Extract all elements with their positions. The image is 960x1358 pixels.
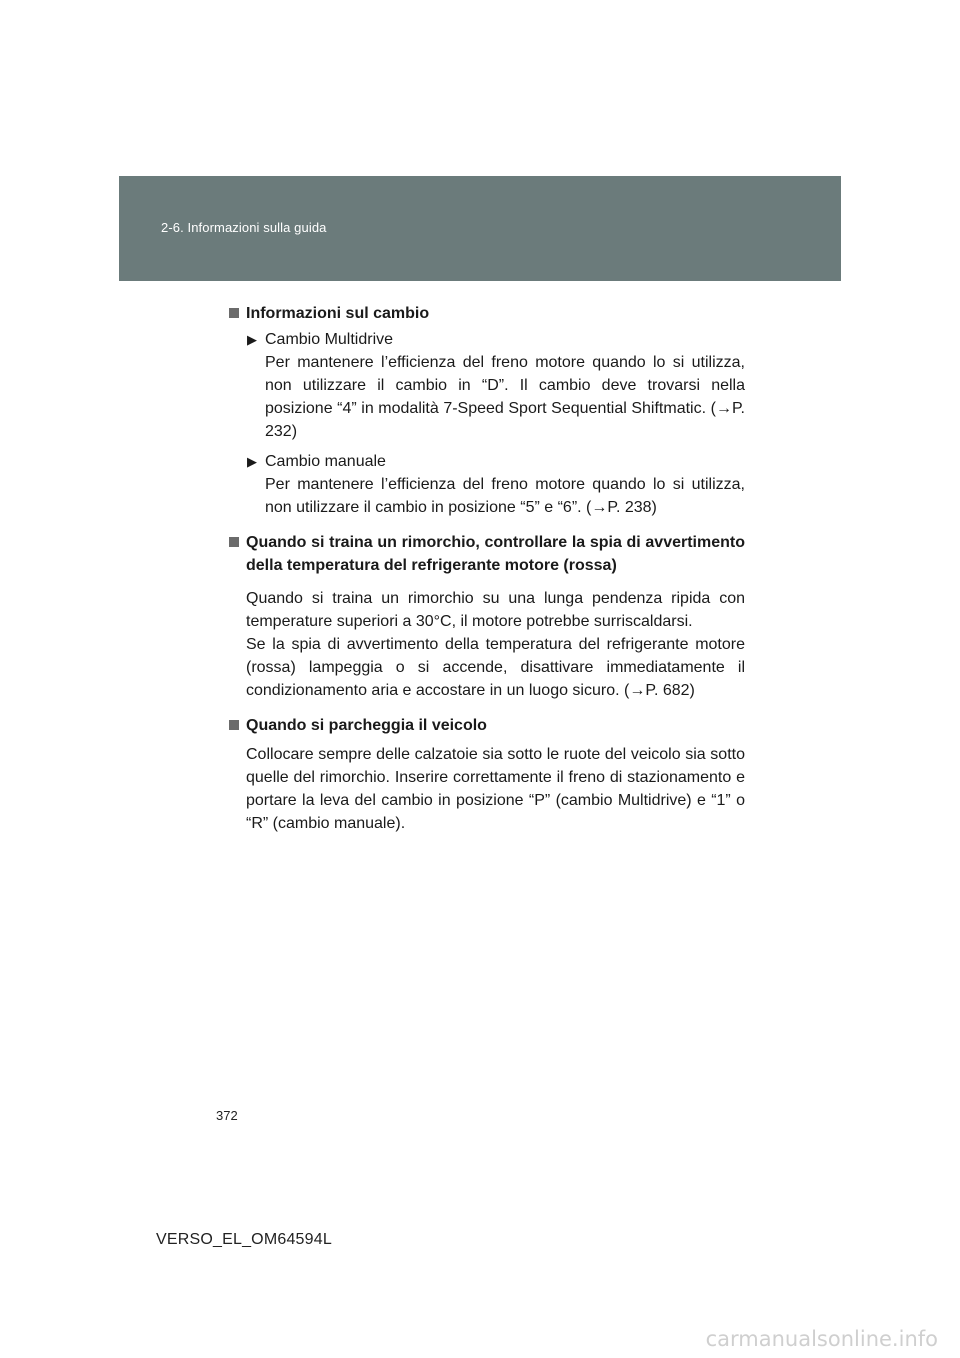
page-number: 372 [216,1108,238,1123]
section-header-band [119,176,841,281]
page-content [229,302,745,847]
sub-item-manual [246,450,745,519]
sub-item-text: Per mantenere l’efficienza del freno motore quando lo si utilizza, non utilizzare il cambio in posizione “5” e “6”. (→P. 238) [265,476,745,516]
section-title: Quando si parcheggia il veicolo [246,717,487,734]
section-title: Quando si traina un rimorchio, controllare la spia di avvertimento della temperatura del refrigerante motore (rossa) [246,534,745,574]
square-bullet-icon [229,537,239,547]
section-title: Informazioni sul cambio [246,305,430,322]
sub-item-label: Cambio Multidrive [265,331,394,348]
section-body [229,328,745,519]
section-header-title: 2-6. Informazioni sulla guida [161,220,327,235]
section-body [229,743,745,835]
triangle-bullet-icon: ▶ [247,454,257,469]
sub-item-text: Per mantenere l’efficienza del freno motore quando lo si utilizza, non utilizzare il cambio in “D”. Il cambio deve trovarsi nella posizione “4” in modalità 7-Speed Sport Sequential Shiftmatic. (→P. 232) [265,354,745,440]
triangle-bullet-icon: ▶ [247,332,257,347]
document-code: VERSO_EL_OM64594L [156,1231,332,1248]
section-trailer-coolant [229,531,745,702]
section-parking [229,714,745,835]
square-bullet-icon [229,720,239,730]
sub-item-multidrive [246,328,745,443]
section-gear-info [229,302,745,519]
paragraph: Collocare sempre delle calzatoie sia sotto le ruote del veicolo sia sotto quelle del rimorchio. Inserire correttamente il freno di stazionamento e portare la leva del cambio in posizione “P” (cambio Multidrive) e “1” o “R” (cambio manuale). [246,746,745,832]
section-heading [229,714,745,737]
paragraph: Quando si traina un rimorchio su una lunga pendenza ripida con temperature superiori a 30°C, il motore potrebbe surriscaldarsi. [246,590,745,630]
section-body [229,587,745,702]
watermark: carmanualsonline.info [705,1327,938,1351]
section-heading [229,531,745,577]
sub-item-label: Cambio manuale [265,453,386,470]
square-bullet-icon [229,308,239,318]
paragraph: Se la spia di avvertimento della temperatura del refrigerante motore (rossa) lampeggia o si accende, disattivare immediatamente il condizionamento aria e accostare in un luogo sicuro. (→P. 682) [246,636,745,699]
section-heading [229,302,745,325]
